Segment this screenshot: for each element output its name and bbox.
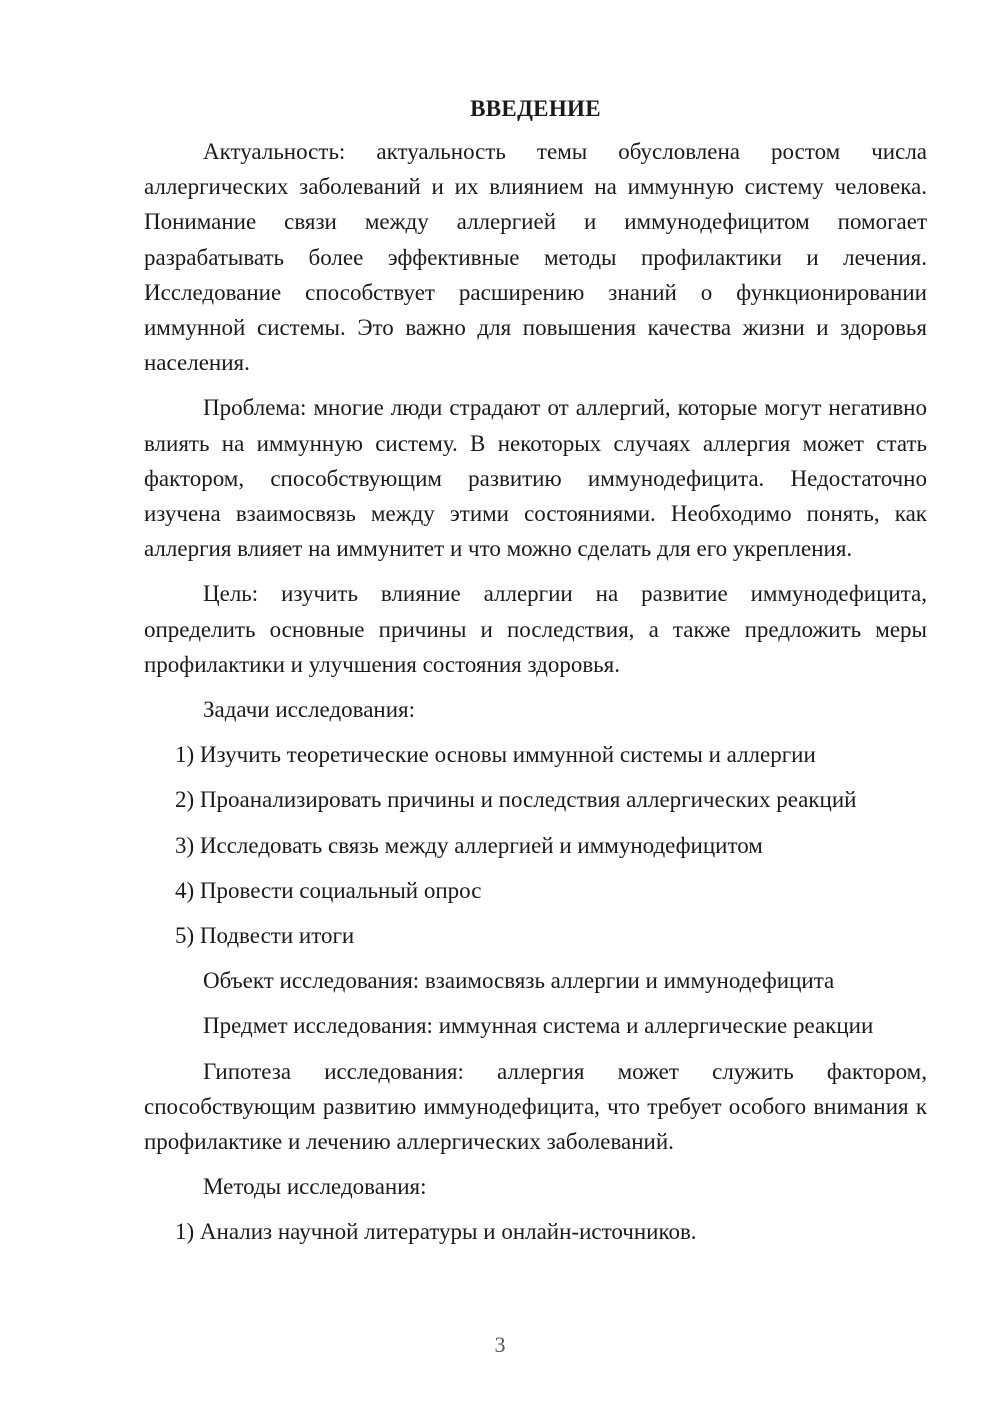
task-item: 4) Провести социальный опрос <box>175 877 482 903</box>
goal-paragraph: Цель: изучить влияние аллергии на развитие иммунодефицита, определить основные причины и последствия, а также предложить меры профилактики и улучшения состояния здоровья. <box>144 581 927 677</box>
task-item: 5) Подвести итоги <box>175 923 355 949</box>
tasks-heading: Задачи исследования: <box>203 697 416 723</box>
object-line: Объект исследования: взаимосвязь аллергии и иммунодефицита <box>203 968 835 994</box>
methods-list <box>144 1214 927 1249</box>
problem-paragraph: Проблема: многие люди страдают от аллергий, которые могут негативно влиять на иммунную систему. В некоторых случаях аллергия может стать фактором, способствующим развитию иммунодефицита. Недостаточно изучена взаимосвязь между этими состояниями. Необходимо понять, как аллергия влияет на иммунитет и что можно сделать для его укрепления. <box>144 395 927 562</box>
subject-line: Предмет исследования: иммунная система и аллергические реакции <box>203 1013 874 1039</box>
section-title: ВВЕДЕНИЕ <box>470 96 601 121</box>
tasks-list <box>144 737 927 953</box>
task-item: 1) Изучить теоретические основы иммунной системы и аллергии <box>175 742 816 768</box>
hypothesis-paragraph: Гипотеза исследования: аллергия может служить фактором, способствующим развитию иммунодефицита, что требует особого внимания к профилактике и лечению аллергических заболеваний. <box>144 1058 927 1155</box>
task-item: 3) Исследовать связь между аллергией и иммунодефицитом <box>175 832 763 858</box>
document-body <box>144 92 927 1260</box>
methods-heading: Методы исследования: <box>203 1174 427 1200</box>
task-item: 2) Проанализировать причины и последствия аллергических реакций <box>175 787 857 813</box>
method-item: 1) Анализ научной литературы и онлайн-источников. <box>175 1219 697 1245</box>
page-number: 3 <box>494 1332 506 1357</box>
relevance-paragraph: Актуальность: актуальность темы обусловлена ростом числа аллергических заболеваний и их влиянием на иммунную систему человека. Понимание связи между аллергией и иммунодефицитом помогает разрабатывать более эффективные методы профилактики и лечения. Исследование способствует расширению знаний о функционировании иммунной системы. Это важно для повышения качества жизни и здоровья населения. <box>144 139 927 376</box>
